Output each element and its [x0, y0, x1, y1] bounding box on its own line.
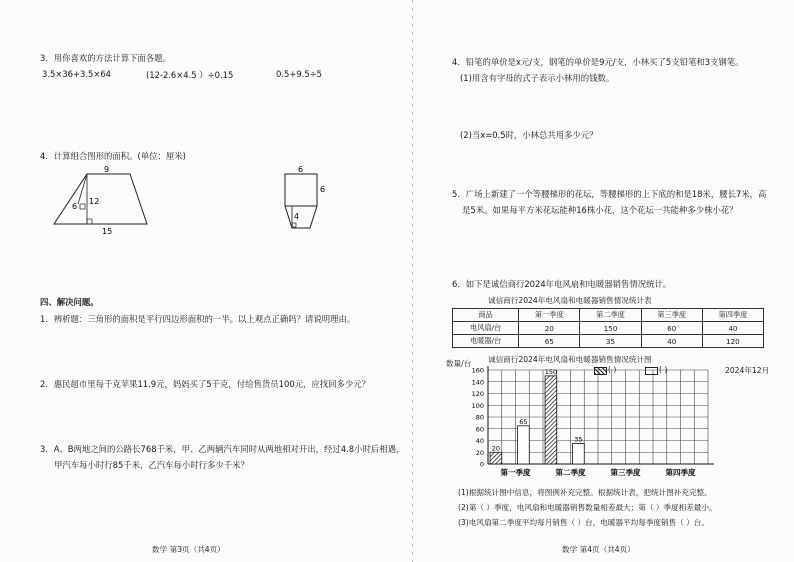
- bar: [573, 443, 585, 464]
- table-header-cell: 第二季度: [580, 309, 641, 322]
- y-tick-label: 80: [475, 413, 484, 422]
- problem-1: 1．辨析题：三角形的面积是平行四边形面积的一半。以上观点正确吗？请说明理由。: [40, 314, 356, 324]
- problem-3-line-2: 甲汽车每小时行85千米，乙汽车每小时行多少千米？: [54, 460, 249, 470]
- data-label: 35: [574, 435, 583, 444]
- y-tick-label: 100: [471, 401, 484, 410]
- square-inner-label: 4: [294, 212, 300, 221]
- q3-expr-3: 0.5+9.5÷5: [276, 69, 323, 79]
- square-figure: [282, 164, 342, 234]
- chart-sub-3: (3)电风扇第二季度平均每月销售（ ）台，电暖器平均每季度销售（ ）台。: [458, 518, 709, 527]
- table-cell: 60: [641, 322, 702, 335]
- table-header-cell: 第三季度: [641, 309, 702, 322]
- trapezoid-bottom-label: 15: [102, 227, 113, 234]
- q5-line-1: 5．广场上新建了一个等腰梯形的花坛，等腰梯形的上下底的和是18米，腰长7米，高: [452, 189, 767, 199]
- q3-heading: 3．用你喜欢的方法计算下面各题。: [40, 53, 171, 63]
- category-label: 第一季度: [500, 468, 531, 477]
- table-cell: 20: [519, 322, 580, 335]
- chart-ylabel: 数量/台: [446, 359, 472, 368]
- table-cell: 120: [702, 335, 763, 348]
- data-label: 65: [519, 417, 528, 426]
- q4r-sub-1: (1)用含有字母的式子表示小林用的钱数。: [460, 73, 615, 83]
- category-label: 第四季度: [665, 468, 696, 477]
- table-row: [453, 335, 764, 348]
- q3-expr-2: (12-2.6×4.5 ）÷0.15: [146, 70, 234, 80]
- q6-heading: 6．如下是诚信商行2024年电风扇和电暖器销售情况统计。: [452, 279, 672, 289]
- table-cell: 电暖器/台: [453, 335, 519, 348]
- problem-2: 2．惠民超市里每千克苹果11.9元，妈妈买了5千克，付给售货员100元，应找回多少元？: [40, 379, 371, 389]
- category-label: 第三季度: [610, 468, 641, 477]
- right-footer: 数学 第4页（共4页）: [562, 545, 635, 554]
- chart-date: 2024年12月: [725, 366, 770, 375]
- section-title: 四、解决问题。: [40, 297, 99, 307]
- trapezoid-slant-label: 6: [72, 202, 78, 211]
- sales-bar-chart: [440, 362, 730, 482]
- q4-heading: 4．计算组合图形的面积。(单位：厘米): [40, 151, 186, 161]
- table-header-cell: 第四季度: [702, 309, 763, 322]
- table-header-cell: 商品: [453, 309, 519, 322]
- table-cell: 40: [641, 335, 702, 348]
- table-cell: 65: [519, 335, 580, 348]
- sales-table: [452, 308, 764, 348]
- table-row: [453, 322, 764, 335]
- bar: [518, 426, 530, 464]
- table-title: 诚信商行2024年电风扇和电暖器销售情况统计表: [488, 296, 652, 305]
- chart-title: 诚信商行2024年电风扇和电暖器销售情况统计图: [488, 355, 652, 364]
- data-label: 20: [491, 444, 501, 453]
- q4r-line-1: 4．铅笔的单价是x元/支，钢笔的单价是9元/支，小林买了5支铅笔和3支钢笔。: [452, 57, 744, 67]
- y-tick-label: 140: [471, 378, 484, 387]
- table-cell: 150: [580, 322, 641, 335]
- chart-sub-2: (2)第（ ）季度，电风扇和电暖器销售数量相差最大；第（ ）季度相差最小。: [458, 503, 717, 512]
- legend-blank-label: ( ): [659, 365, 668, 374]
- table-header-row: [453, 309, 764, 322]
- trapezoid-top-label: 9: [104, 165, 110, 174]
- table-cell: 电风扇/台: [453, 322, 519, 335]
- legend-hatched-label: ( ): [608, 365, 617, 374]
- trapezoid-figure: [52, 164, 152, 234]
- page-divider: [412, 0, 413, 562]
- y-tick-label: 60: [475, 425, 484, 434]
- problem-3-line-1: 3．A、B两地之间的公路长768千米，甲、乙两辆汽车同时从两地相对开出，经过4.8小时后相遇，: [40, 444, 405, 454]
- table-cell: 35: [580, 335, 641, 348]
- square-side-label: 6: [320, 185, 326, 194]
- chart-sub-1: (1)根据统计图中信息，将图例补充完整。根据统计表，把统计图补充完整。: [458, 488, 712, 497]
- y-tick-label: 20: [475, 448, 484, 457]
- square-top-label: 6: [298, 165, 304, 174]
- q4r-sub-2: (2)当x=0.5时，小林总共用多少元？: [460, 130, 598, 140]
- y-tick-label: 160: [471, 366, 484, 375]
- category-label: 第二季度: [555, 468, 586, 477]
- bar: [490, 452, 502, 464]
- trapezoid-height-label: 12: [89, 197, 100, 206]
- q3-expr-1: 3.5×36+3.5×64: [42, 69, 112, 79]
- left-footer: 数学 第3页（共4页）: [152, 545, 225, 554]
- data-label: 150: [544, 367, 558, 376]
- table-cell: 40: [702, 322, 763, 335]
- table-header-cell: 第一季度: [519, 309, 580, 322]
- y-tick-label: 40: [475, 437, 484, 445]
- y-tick-label: 0: [479, 460, 484, 469]
- bar: [545, 376, 557, 464]
- q5-line-2: 是5米。如果每平方米花坛能种16株小花，这个花坛一共能种多少株小花？: [462, 205, 738, 215]
- y-tick-label: 120: [471, 390, 484, 398]
